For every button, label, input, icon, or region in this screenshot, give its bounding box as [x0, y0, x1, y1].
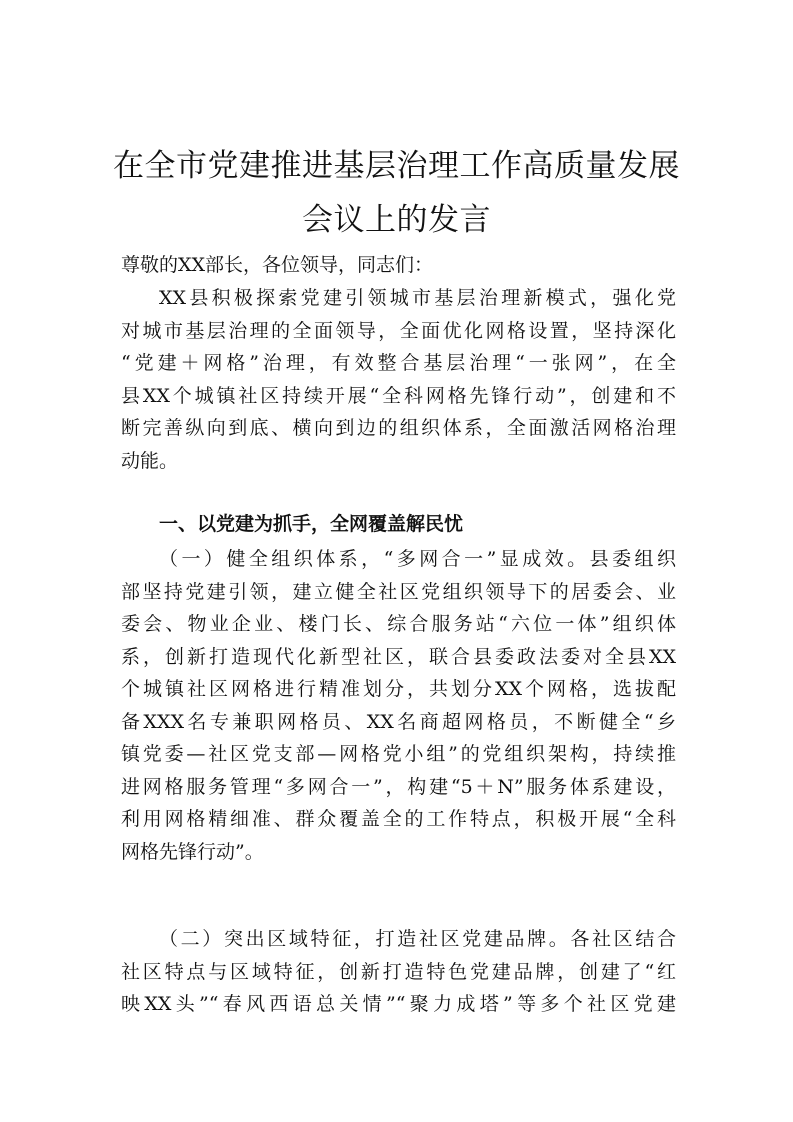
document-title-line-1: 在全市党建推进基层治理工作高质量发展: [113, 148, 680, 184]
paragraph-line: 动能。: [121, 449, 179, 472]
paragraph-line: 社区特点与区域特征，创新打造特色党建品牌，创建了“红: [121, 960, 676, 983]
paragraph-line: （一）健全组织体系，“多网合一”显成效。县委组织: [159, 548, 676, 570]
paragraph-line: （二）突出区域特征，打造社区党建品牌。各社区结合: [159, 928, 676, 950]
document-title-line-2: 会议上的发言: [302, 202, 491, 238]
paragraph-2: [121, 923, 676, 1021]
paragraph-line: 系，创新打造现代化新型社区，联合县委政法委对全县XX: [121, 645, 676, 668]
paragraph-line: 委会、物业企业、楼门长、综合服务站“六位一体”组织体: [121, 613, 676, 635]
section-heading-1: 一、以党建为抓手，全网覆盖解民忧: [159, 513, 464, 535]
salutation-text: 尊敬的XX部长，各位领导，同志们：: [121, 254, 434, 276]
paragraph-line: 个城镇社区网格进行精准划分，共划分XX个网格，选拔配: [121, 678, 676, 700]
paragraph-line: 网格先锋行动”。: [121, 840, 264, 863]
paragraph-line: 断完善纵向到底、横向到边的组织体系，全面激活网格治理: [121, 417, 676, 439]
paragraph-line: 县XX个城镇社区持续开展“全科网格先锋行动”，创建和不: [121, 384, 676, 407]
salutation: [121, 249, 676, 282]
paragraph-1: [121, 543, 676, 868]
paragraph-line: 进网格服务管理“多网合一”，构建“5＋N”服务体系建设，: [121, 775, 676, 798]
paragraph-line: 镇党委—社区党支部—网格党小组”的党组织架构，持续推: [121, 743, 676, 765]
paragraph-line: 利用网格精细准、群众覆盖全的工作特点，积极开展“全科: [121, 808, 676, 830]
paragraph-line: XX县积极探索党建引领城市基层治理新模式，强化党: [159, 287, 676, 309]
paragraph-line: 映XX头”“春风西语总关情”“聚力成塔”等多个社区党建: [121, 993, 676, 1015]
paragraph-line: 部坚持党建引领，建立健全社区党组织领导下的居委会、业: [121, 580, 676, 603]
paragraph-line: 备XXX名专兼职网格员、XX名商超网格员，不断健全“乡: [121, 710, 676, 733]
intro-paragraph: [121, 282, 676, 477]
paragraph-line: “党建＋网格”治理，有效整合基层治理“一张网”，在全: [121, 352, 676, 374]
paragraph-line: 对城市基层治理的全面领导，全面优化网格设置，坚持深化: [121, 319, 676, 342]
